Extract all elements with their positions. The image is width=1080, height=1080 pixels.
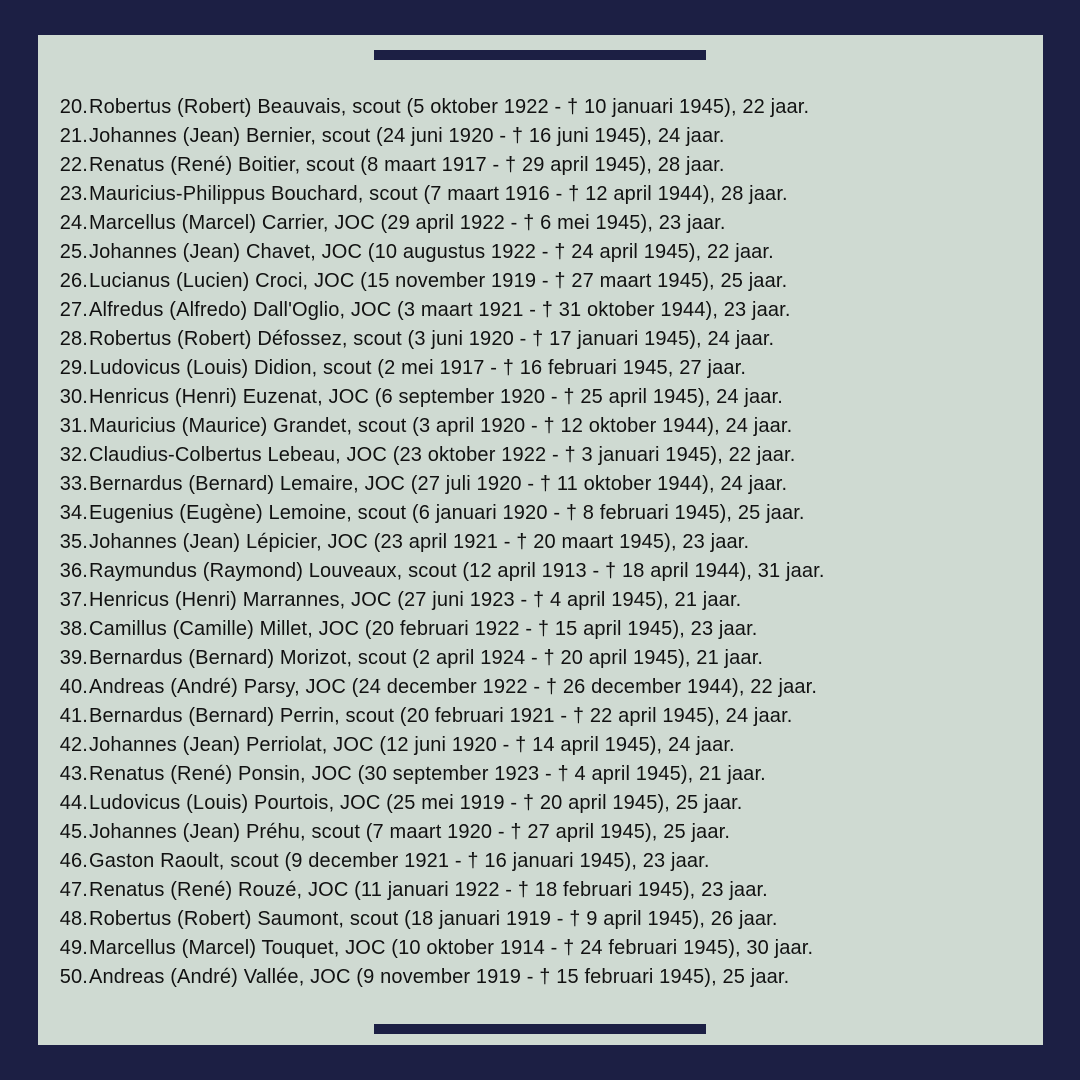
item-text: Marcellus (Marcel) Carrier, JOC (29 april 1922 - † 6 mei 1945), 23 jaar. [89,212,726,234]
item-text: Johannes (Jean) Bernier, scout (24 juni 1920 - † 16 juni 1945), 24 jaar. [89,125,725,147]
list-item [52,702,1037,731]
item-number: 21. [59,125,88,147]
item-text: Johannes (Jean) Chavet, JOC (10 augustus 1922 - † 24 april 1945), 22 jaar. [89,241,774,263]
list-item [52,296,1037,325]
item-text: Robertus (Robert) Saumont, scout (18 januari 1919 - † 9 april 1945), 26 jaar. [89,908,778,930]
martyr-list [52,93,1037,992]
item-text: Lucianus (Lucien) Croci, JOC (15 november 1919 - † 27 maart 1945), 25 jaar. [89,270,788,292]
list-item [52,383,1037,412]
item-number: 31. [59,415,88,437]
item-number: 50. [59,966,88,988]
list-item [52,441,1037,470]
list-item [52,470,1037,499]
item-number: 23. [59,183,88,205]
item-text: Eugenius (Eugène) Lemoine, scout (6 januari 1920 - † 8 februari 1945), 25 jaar. [89,502,805,524]
list-item [52,557,1037,586]
item-text: Marcellus (Marcel) Touquet, JOC (10 oktober 1914 - † 24 februari 1945), 30 jaar. [89,937,814,959]
item-number: 39. [59,647,88,669]
item-number: 36. [59,560,88,582]
item-text: Bernardus (Bernard) Perrin, scout (20 februari 1921 - † 22 april 1945), 24 jaar. [89,705,793,727]
list-item [52,499,1037,528]
item-text: Raymundus (Raymond) Louveaux, scout (12 april 1913 - † 18 april 1944), 31 jaar. [89,560,825,582]
item-text: Johannes (Jean) Lépicier, JOC (23 april 1921 - † 20 maart 1945), 23 jaar. [89,531,750,553]
list-item [52,354,1037,383]
list-item [52,122,1037,151]
item-number: 34. [59,502,88,524]
item-number: 46. [59,850,88,872]
item-number: 47. [59,879,88,901]
list-item [52,760,1037,789]
list-item [52,412,1037,441]
item-text: Johannes (Jean) Préhu, scout (7 maart 1920 - † 27 april 1945), 25 jaar. [89,821,731,843]
list-item [52,615,1037,644]
list-item [52,789,1037,818]
item-number: 29. [59,357,88,379]
item-text: Mauricius-Philippus Bouchard, scout (7 maart 1916 - † 12 april 1944), 28 jaar. [89,183,788,205]
list-item [52,93,1037,122]
item-text: Alfredus (Alfredo) Dall'Oglio, JOC (3 maart 1921 - † 31 oktober 1944), 23 jaar. [89,299,791,321]
item-number: 38. [59,618,88,640]
list-item [52,586,1037,615]
item-text: Mauricius (Maurice) Grandet, scout (3 april 1920 - † 12 oktober 1944), 24 jaar. [89,415,793,437]
list-item [52,151,1037,180]
item-number: 28. [59,328,88,350]
item-number: 43. [59,763,88,785]
list-item [52,876,1037,905]
item-text: Renatus (René) Rouzé, JOC (11 januari 1922 - † 18 februari 1945), 23 jaar. [89,879,768,901]
item-number: 32. [59,444,88,466]
item-number: 45. [59,821,88,843]
item-text: Robertus (Robert) Beauvais, scout (5 oktober 1922 - † 10 januari 1945), 22 jaar. [89,96,810,118]
item-number: 49. [59,937,88,959]
list-item [52,644,1037,673]
list-item [52,963,1037,992]
item-text: Renatus (René) Boitier, scout (8 maart 1917 - † 29 april 1945), 28 jaar. [89,154,725,176]
item-text: Johannes (Jean) Perriolat, JOC (12 juni 1920 - † 14 april 1945), 24 jaar. [89,734,735,756]
item-number: 27. [59,299,88,321]
list-item [52,180,1037,209]
item-text: Andreas (André) Parsy, JOC (24 december 1922 - † 26 december 1944), 22 jaar. [89,676,818,698]
list-item [52,731,1037,760]
bottom-divider [374,1024,706,1034]
item-number: 42. [59,734,88,756]
content-card [38,35,1043,1045]
item-number: 37. [59,589,88,611]
list-item [52,325,1037,354]
item-number: 26. [59,270,88,292]
item-text: Gaston Raoult, scout (9 december 1921 - † 16 januari 1945), 23 jaar. [89,850,710,872]
item-number: 41. [59,705,88,727]
list-item [52,238,1037,267]
item-number: 20. [59,96,88,118]
item-text: Camillus (Camille) Millet, JOC (20 februari 1922 - † 15 april 1945), 23 jaar. [89,618,758,640]
item-number: 48. [59,908,88,930]
list-item [52,267,1037,296]
top-divider [374,50,706,60]
item-number: 33. [59,473,88,495]
item-text: Robertus (Robert) Défossez, scout (3 juni 1920 - † 17 januari 1945), 24 jaar. [89,328,775,350]
item-number: 44. [59,792,88,814]
item-text: Henricus (Henri) Marrannes, JOC (27 juni 1923 - † 4 april 1945), 21 jaar. [89,589,742,611]
item-number: 30. [59,386,88,408]
item-number: 22. [59,154,88,176]
list-item [52,673,1037,702]
item-text: Andreas (André) Vallée, JOC (9 november 1919 - † 15 februari 1945), 25 jaar. [89,966,790,988]
list-item [52,209,1037,238]
item-text: Claudius-Colbertus Lebeau, JOC (23 oktober 1922 - † 3 januari 1945), 22 jaar. [89,444,796,466]
item-text: Bernardus (Bernard) Morizot, scout (2 april 1924 - † 20 april 1945), 21 jaar. [89,647,764,669]
list-item [52,905,1037,934]
item-text: Renatus (René) Ponsin, JOC (30 september 1923 - † 4 april 1945), 21 jaar. [89,763,766,785]
list-item [52,847,1037,876]
list-item [52,934,1037,963]
item-number: 35. [59,531,88,553]
item-text: Bernardus (Bernard) Lemaire, JOC (27 juli 1920 - † 11 oktober 1944), 24 jaar. [89,473,788,495]
item-number: 40. [59,676,88,698]
item-text: Ludovicus (Louis) Didion, scout (2 mei 1917 - † 16 februari 1945, 27 jaar. [89,357,747,379]
list-item [52,818,1037,847]
item-number: 24. [59,212,88,234]
item-text: Ludovicus (Louis) Pourtois, JOC (25 mei 1919 - † 20 april 1945), 25 jaar. [89,792,743,814]
list-item [52,528,1037,557]
item-number: 25. [59,241,88,263]
item-text: Henricus (Henri) Euzenat, JOC (6 september 1920 - † 25 april 1945), 24 jaar. [89,386,783,408]
